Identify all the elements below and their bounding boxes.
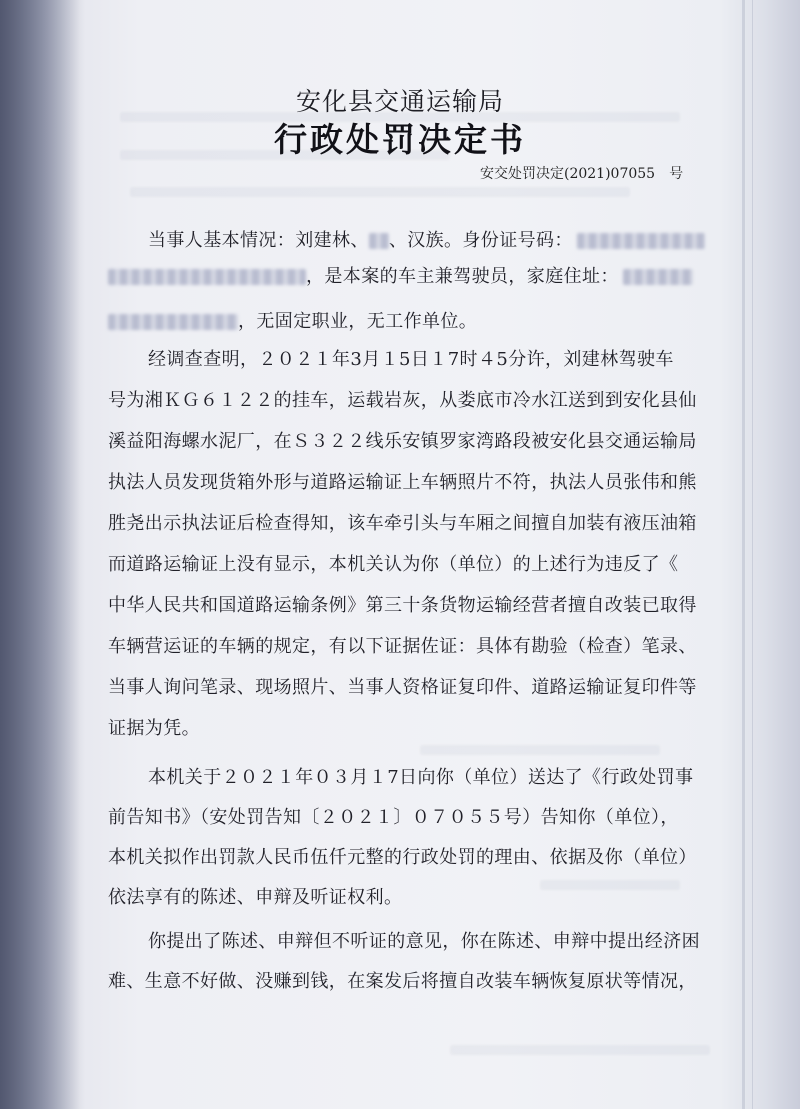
text-line: 执法人员发现货箱外形与道路运输证上车辆照片不符，执法人员张伟和熊 xyxy=(108,472,697,493)
redacted-id-number xyxy=(108,269,306,285)
ethnicity-id-label: 、汉族。身份证号码： xyxy=(388,230,573,251)
document-title: 行政处罚决定书 xyxy=(274,120,526,159)
document-number: 安交处罚决定(2021)07055 号 xyxy=(480,166,684,182)
text-line: 号为湘ＫＧ６１２２的挂车，运载岩灰，从娄底市冷水江送到到安化县仙 xyxy=(108,390,697,411)
text-line xyxy=(148,226,705,252)
text-line: 胜尧出示执法证后检查得知，该车牵引头与车厢之间擅自加装有液压油箱 xyxy=(108,513,697,534)
text-line: 而道路运输证上没有显示，本机关认为你（单位）的上述行为违反了《 xyxy=(108,554,679,575)
text-line: 难、生意不好做、没赚到钱，在案发后将擅自改装车辆恢复原状等情况， xyxy=(108,971,697,992)
party-name-text: 当事人基本情况：刘建林、 xyxy=(148,230,369,251)
text-line: 依法享有的陈述、申辩及听证权利。 xyxy=(108,887,403,908)
role-address-label: ，是本案的车主兼驾驶员，家庭住址： xyxy=(306,266,619,287)
text-line: 你提出了陈述、申辩但不听证的意见，你在陈述、申辩中提出经济困 xyxy=(148,931,700,952)
text-line: 前告知书》（安处罚告知〔２０２１〕０７０５５号）告知你（单位）， xyxy=(108,807,679,828)
text-line: 证据为凭。 xyxy=(108,718,200,739)
redacted-id-number xyxy=(577,233,705,249)
agency-name: 安化县交通运输局 xyxy=(295,87,504,116)
redacted-gender xyxy=(369,233,389,249)
text-line xyxy=(108,307,477,333)
text-line: 车辆营运证的车辆的规定，有以下证据佐证：具体有勘验（检查）笔录、 xyxy=(108,636,697,657)
text-line: 本机关于２０２１年０３月１7日向你（单位）送达了《行政处罚事 xyxy=(148,767,694,788)
text-line: 溪益阳海螺水泥厂，在Ｓ３２２线乐安镇罗家湾路段被安化县交通运输局 xyxy=(108,431,697,452)
text-line: 中华人民共和国道路运输条例》第三十条货物运输经营者擅自改装已取得 xyxy=(108,595,697,616)
redacted-address xyxy=(108,314,238,330)
occupation-text: ，无固定职业，无工作单位。 xyxy=(238,311,478,332)
text-line: 本机关拟作出罚款人民币伍仟元整的行政处罚的理由、依据及你（单位） xyxy=(108,847,697,868)
text-line xyxy=(108,262,693,288)
redacted-address xyxy=(623,269,693,285)
text-line: 当事人询问笔录、现场照片、当事人资格证复印件、道路运输证复印件等 xyxy=(108,677,697,698)
text-line: 经调查查明，２０２１年3月１5日１7时４5分许，刘建林驾驶车 xyxy=(148,349,674,370)
